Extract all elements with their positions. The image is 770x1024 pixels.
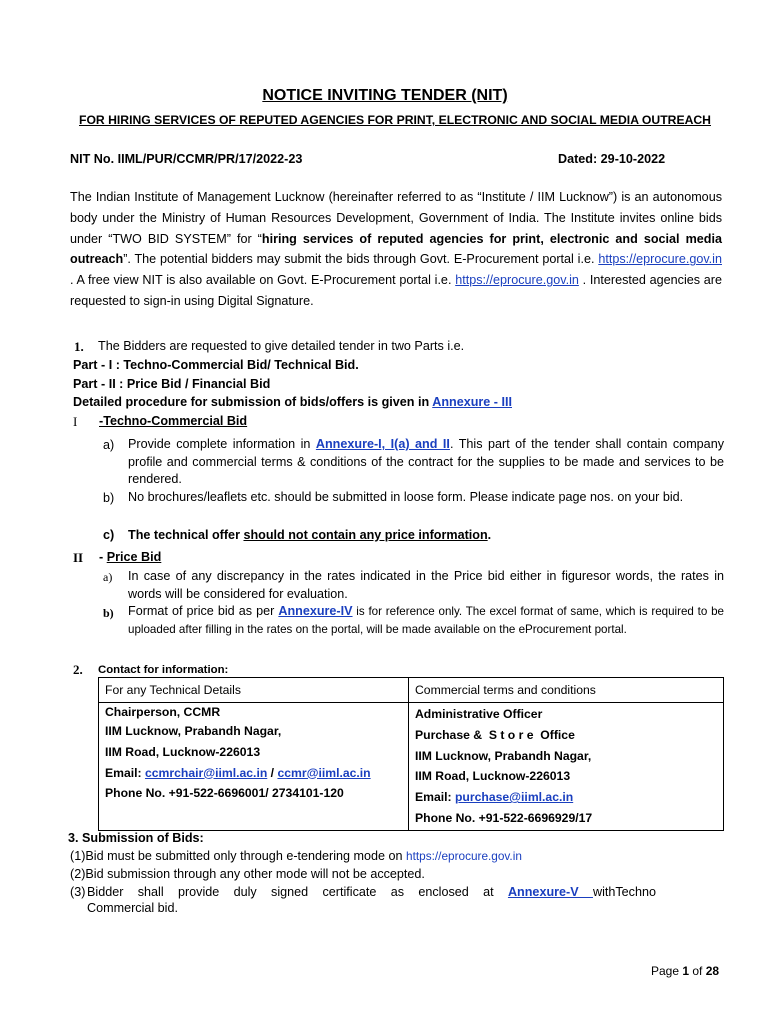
tech-contact-phone: Phone No. +91-522-6696001/ 2734101-120 [105,786,344,801]
ccmr-email-link[interactable]: ccmr@iiml.ac.in [277,765,371,780]
item-c-text [128,528,491,542]
commercial-contact-address-2: IIM Road, Lucknow-226013 [415,769,571,784]
eprocure-link-2[interactable]: https://eprocure.gov.in [455,273,579,288]
item-a-label: a) [103,438,115,452]
contact-left-cell [99,703,409,831]
tech-contact-email [105,763,402,784]
commercial-contact-address-1: IIM Lucknow, Prabandh Nagar, [415,748,592,763]
contact-left-header-cell [99,678,409,703]
intro-text-3: . A free view NIT is also available on Govt. E-Procurement portal i.e. [70,273,456,288]
price-bid-dash: - Price Bid [99,550,162,564]
item-b-label: b) [103,491,115,505]
intro-text-2: ”. The potential bidders may submit the bids through Govt. E-Procurement portal i.e. [123,252,599,267]
nit-number: NIT No. IIML/PUR/CCMR/PR/17/2022-23 [70,152,303,166]
item-c-text-3: . [487,528,492,542]
item-c-text-2: should not contain any price information [243,528,488,542]
item-a-text-1: Provide complete information in [128,437,316,451]
page-current: 1 [682,964,690,978]
contact-left-header: For any Technical Details [105,683,241,697]
bid-item-2-text: Bid submission through any other mode will not be accepted. [85,867,425,881]
intro-paragraph [70,187,722,312]
contact-right-cell [409,703,724,831]
contact-right-header-cell [409,678,724,703]
commercial-contact-phone: Phone No. +91-522-6696929/17 [415,810,593,825]
section-3-heading: 3. Submission of Bids: [68,831,204,845]
commercial-contact-title: Administrative Officer [415,707,543,721]
intro-text-1: The Indian Institute of Management Lucknow (hereinafter referred to as “Institute / IIM Lucknow”) is an autonomous body under the Ministry of Human Resources Development, Government of India. The Institute invites online bids under “TWO BID SYSTEM” for “ [70,190,722,246]
page-total: 28 [705,964,720,978]
annexure-iv-link[interactable]: Annexure-IV [278,604,353,618]
page-number [651,964,719,978]
item-c-label: c) [103,528,115,542]
contact-table [98,677,724,831]
page-title: NOTICE INVITING TENDER (NIT) [262,87,508,104]
item-b-text: No brochures/leaflets etc. should be submitted in loose form. Please indicate page nos. on your bid. [128,490,684,504]
bid-item-1-text: Bid must be submitted only through e-tendering mode on [85,849,407,863]
commercial-contact-office: Purchase & S t o r e Office [415,727,575,742]
item-c-text-1: The technical offer [128,528,244,542]
part-1: Part - I : Techno-Commercial Bid/ Technical Bid. [73,358,359,372]
roman-ii: II [73,550,84,565]
section-2-number: 2. [73,662,83,677]
eprocure-link-1[interactable]: https://eprocure.gov.in [598,252,722,267]
bid-item-3-text-1: Bidder shall provide duly signed certificate as enclosed at [87,885,508,899]
tech-contact-address-2: IIM Road, Lucknow-226013 [105,744,261,759]
ccmrchair-email-link[interactable]: ccmrchair@iiml.ac.in [144,765,268,780]
email-separator: / [267,765,278,780]
bid-item-3-label: (3) [70,885,86,899]
bid-item-3-continued: Commercial bid. [87,901,178,915]
page-of: of [689,964,706,978]
tech-contact-title: Chairperson, CCMR [105,705,221,719]
price-item-a-text: In case of any discrepancy in the rates indicated in the Price bid either in figuresor words, the rates in words will be considered for evaluation. [128,569,724,601]
annexure-i-link[interactable]: Annexure-I, I(a) and II [315,437,450,451]
tech-email-label: Email: [105,765,145,780]
contact-heading: Contact for information: [98,664,229,676]
price-item-b-label: b) [103,606,114,620]
commercial-email-label: Email: [415,790,455,805]
bid-item-1-label: (1) [70,849,86,863]
part-2: Part - II : Price Bid / Financial Bid [73,377,271,391]
roman-i: I [73,414,78,429]
page-subtitle: FOR HIRING SERVICES OF REPUTED AGENCIES FOR PRINT, ELECTRONIC AND SOCIAL MEDIA OUTREACH [79,113,711,127]
commercial-contact-email [415,787,717,808]
eprocure-link-3[interactable]: https://eprocure.gov.in [406,849,522,863]
procedure-text: Detailed procedure for submission of bids/offers is given in [73,395,433,409]
tech-contact-address-1: IIM Lucknow, Prabandh Nagar, [105,724,282,738]
intro-bold: hiring services of reputed agencies for print, electronic and social media outreach [70,231,722,267]
bid-item-2 [70,867,425,881]
price-bid-heading: Price Bid [106,550,162,564]
price-item-b-text [128,603,724,638]
bid-item-3-text-2: withTechno [592,885,656,899]
item-a-text [128,436,724,489]
price-item-b-text-2: is for reference only. The excel format of same, which is required to be uploaded after filling in the rates on the portal, will be made available on the eProcurement portal. [128,605,724,636]
annexure-v-link[interactable]: Annexure-V [507,885,593,899]
bid-item-2-label: (2) [70,867,86,881]
item-a-text-2: . This part of the tender shall contain company profile and commercial terms & conditions of the contract for the supplies to be made and services to be rendered. [128,437,724,486]
procedure-line [73,395,512,409]
annexure-iii-link[interactable]: Annexure - III [432,395,512,409]
purchase-email-link[interactable]: purchase@iiml.ac.in [454,790,574,805]
section-1-text: The Bidders are requested to give detailed tender in two Parts i.e. [98,339,465,353]
techno-commercial-heading: -Techno-Commercial Bid [99,414,248,428]
intro-text-4: . Interested agencies are requested to sign-in using Digital Signature. [70,273,723,308]
page-prefix: Page [651,964,683,978]
contact-right-header: Commercial terms and conditions [415,683,596,697]
section-1-number: 1. [74,339,84,354]
bid-item-3 [87,885,656,899]
price-item-b-text-1: Format of price bid as per [128,604,279,618]
price-item-a-label: a) [103,570,113,584]
bid-item-1 [70,849,522,863]
nit-date: Dated: 29-10-2022 [558,152,666,166]
